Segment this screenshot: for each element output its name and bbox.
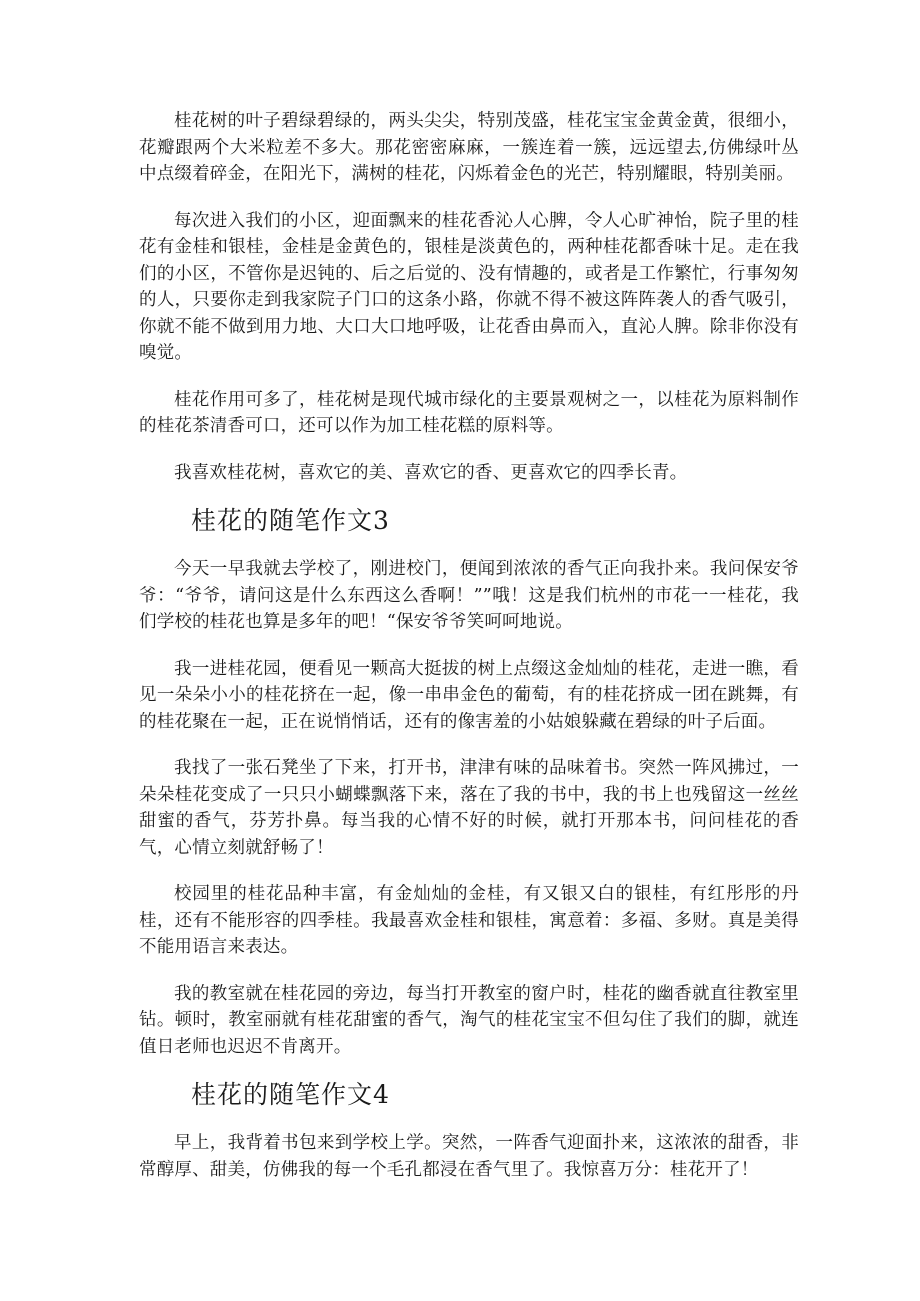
paragraph-stone-bench: 我找了一张石凳坐了下来，打开书，津津有味的品味着书。突然一阵风拂过，一朵朵桂花变成了一只只小蝴蝶飘落下来，落在了我的书中，我的书上也残留这一丝丝甜蜜的香气，芬芳扑鼻。每当我的心情不好的时候，就打开那本书，问问桂花的香气，心情立刻就舒畅了！ bbox=[139, 758, 799, 858]
paragraph-i-like-osmanthus: 我喜欢桂花树，喜欢它的美、喜欢它的香、更喜欢它的四季长青。 bbox=[174, 462, 688, 483]
document-page bbox=[139, 108, 799, 1183]
section-heading-3: 桂花的随笔作文3 bbox=[191, 506, 390, 535]
paragraph-morning-school: 早上，我背着书包来到学校上学。突然，一阵香气迎面扑来，这浓浓的甜香，非常醇厚、甜美，仿佛我的每一个毛孔都浸在香气里了。我惊喜万分：桂花开了！ bbox=[139, 1133, 799, 1180]
paragraph-osmanthus-garden: 我一进桂花园，便看见一颗高大挺拔的树上点缀这金灿灿的桂花，走进一瞧，看见一朵朵小小的桂花挤在一起，像一串串金色的葡萄，有的桂花挤成一团在跳舞，有的桂花聚在一起，正在说悄悄话，还有的像害羞的小姑娘躲藏在碧绿的叶子后面。 bbox=[139, 658, 799, 732]
paragraph-varieties: 校园里的桂花品种丰富，有金灿灿的金桂，有又银又白的银桂，有红彤彤的丹桂，还有不能形容的四季桂。我最喜欢金桂和银桂，寓意着：多福、多财。真是美得不能用语言来表达。 bbox=[139, 884, 799, 957]
paragraph-community-fragrance: 每次进入我们的小区，迎面飘来的桂花香沁人心脾，令人心旷神怡，院子里的桂花有金桂和银桂，金桂是金黄色的，银桂是淡黄色的，两种桂花都香味十足。走在我们的小区，不管你是迟钝的、后之后觉的、没有情趣的，或者是工作繁忙，行事匆匆的人，只要你走到我家院子门口的这条小路，你就不得不被这阵阵袭人的香气吸引，你就不能不做到用力地、大口大口地呼吸，让花香由鼻而入，直沁人脾。除非你没有嗅觉。 bbox=[139, 210, 799, 363]
section-heading-4: 桂花的随笔作文4 bbox=[191, 1080, 390, 1109]
paragraph-osmanthus-uses: 桂花作用可多了，桂花树是现代城市绿化的主要景观树之一，以桂花为原料制作的桂花茶清香可口，还可以作为加工桂花糕的原料等。 bbox=[139, 389, 799, 436]
paragraph-classroom: 我的教室就在桂花园的旁边，每当打开教室的窗户时，桂花的幽香就直往教室里钻。顿时，教室丽就有桂花甜蜜的香气，淘气的桂花宝宝不但勾住了我们的脚，就连值日老师也迟迟不肯离开。 bbox=[139, 983, 799, 1057]
paragraph-leaf-description: 桂花树的叶子碧绿碧绿的，两头尖尖，特别茂盛，桂花宝宝金黄金黄，很细小，花瓣跟两个大米粒差不多大。那花密密麻麻，一簇连着一簇，远远望去,仿佛绿叶丛中点缀着碎金，在阳光下，满树的桂花，闪烁着金色的光芒，特别耀眼，特别美丽。 bbox=[139, 111, 799, 184]
paragraph-school-gate: 今天一早我就去学校了，刚进校门，便闻到浓浓的香气正向我扑来。我问保安爷爷：“爷爷，请问这是什么东西这么香啊！””哦！这是我们杭州的市花一一桂花，我们学校的桂花也算是多年的吧！“保安爷爷笑呵呵地说。 bbox=[139, 559, 799, 632]
